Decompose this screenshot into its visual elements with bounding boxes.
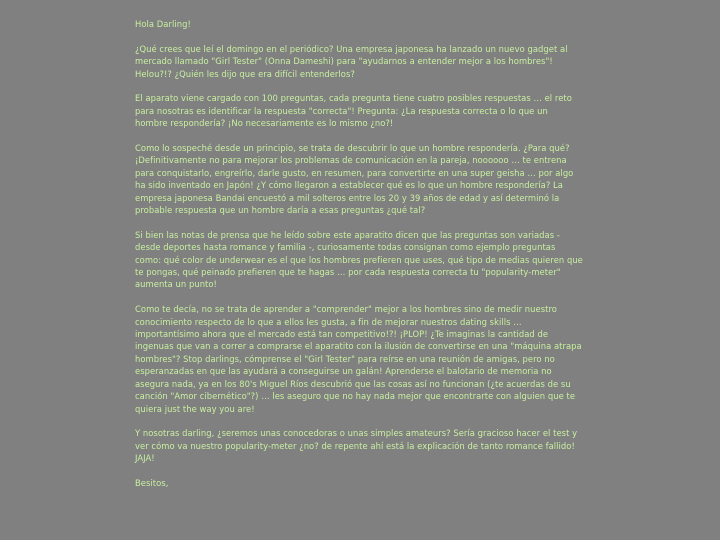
paragraph-6: Y nosotras darling, ¿seremos unas conocedoras o unas simples amateurs? Sería gracioso hacer el test y ver cómo va nuestro popularity-meter ¿no? de repente ahí está la explicación de tanto romance fallido! JAJA!: [135, 428, 578, 464]
paragraph-1: ¿Qué crees que leí el domingo en el periódico? Una empresa japonesa ha lanzado un nuevo gadget al mercado llamado "Girl Tester" (Onna Dameshi) para "ayudarnos a entender mejor a los hombres"! Helou?!? ¿Quién les dijo que era difícil entenderlos?: [135, 43, 568, 79]
greeting: Hola Darling!: [135, 19, 191, 29]
letter-body: [135, 18, 583, 489]
paragraph-2: El aparato viene cargado con 100 preguntas, cada pregunta tiene cuatro posibles respuestas … el reto para nosotras es identificar la respuesta "correcta"! Pregunta: ¿La respuesta correcta o lo que un hombre respondería? ¡No necesariamente es lo mismo ¿no?!: [135, 93, 572, 129]
paragraph-4: Si bien las notas de prensa que he leído sobre este aparatito dicen que las preguntas son variadas - desde deportes hasta romance y familia -, curiosamente todas consignan como ejemplo preguntas como: qué color de underwear es el que los hombres prefieren que uses, qué tipo de medias quieren que te pongas, qué peinado prefieren que te hagas … por cada respuesta correcta tu "popularity-meter" aumenta un punto!: [135, 229, 583, 290]
paragraph-3: Como lo sospeché desde un principio, se trata de descubrir lo que un hombre respondería. ¿Para qué? ¡Definitivamente no para mejorar los problemas de comunicación en la pareja, noooooo … te entrena para conquistarlo, engreírlo, darle gusto, en resumen, para convertirte en una super geisha … por algo ha sido inventado en Japón! ¿Y cómo llegaron a establecer qué es lo que un hombre respondería? La empresa japonesa Bandai encuestó a mil solteros entre los 20 y 39 años de edad y así determinó la probable respuesta que un hombre daría a esas preguntas ¿qué tal?: [135, 143, 574, 216]
paragraph-5: Como te decía, no se trata de aprender a "comprender" mejor a los hombres sino de medir nuestro conocimiento respecto de lo que a ellos les gusta, a fin de mejorar nuestros dating skills … importantísimo ahora que el mercado está tan competitivo!?! ¡PLOP! ¿Te imaginas la cantidad de ingenuas que van a correr a comprarse el aparatito con la ilusión de convertirse en una "máquina atrapa hombres"? Stop darlings, cómprense el "Girl Tester" para reírse en una reunión de amigas, pero no esperanzadas en que las ayudará a conseguirse un galán! Aprenderse el balotario de memoria no asegura nada, ya en los 80's Miguel Ríos descubrió que las cosas así no funcionan (¿te acuerdas de su canción "Amor cibernético"?) … les aseguro que no hay nada mejor que encontrarte con alguien que te quiera just the way you are!: [135, 304, 582, 414]
closing: Besitos,: [135, 477, 169, 488]
